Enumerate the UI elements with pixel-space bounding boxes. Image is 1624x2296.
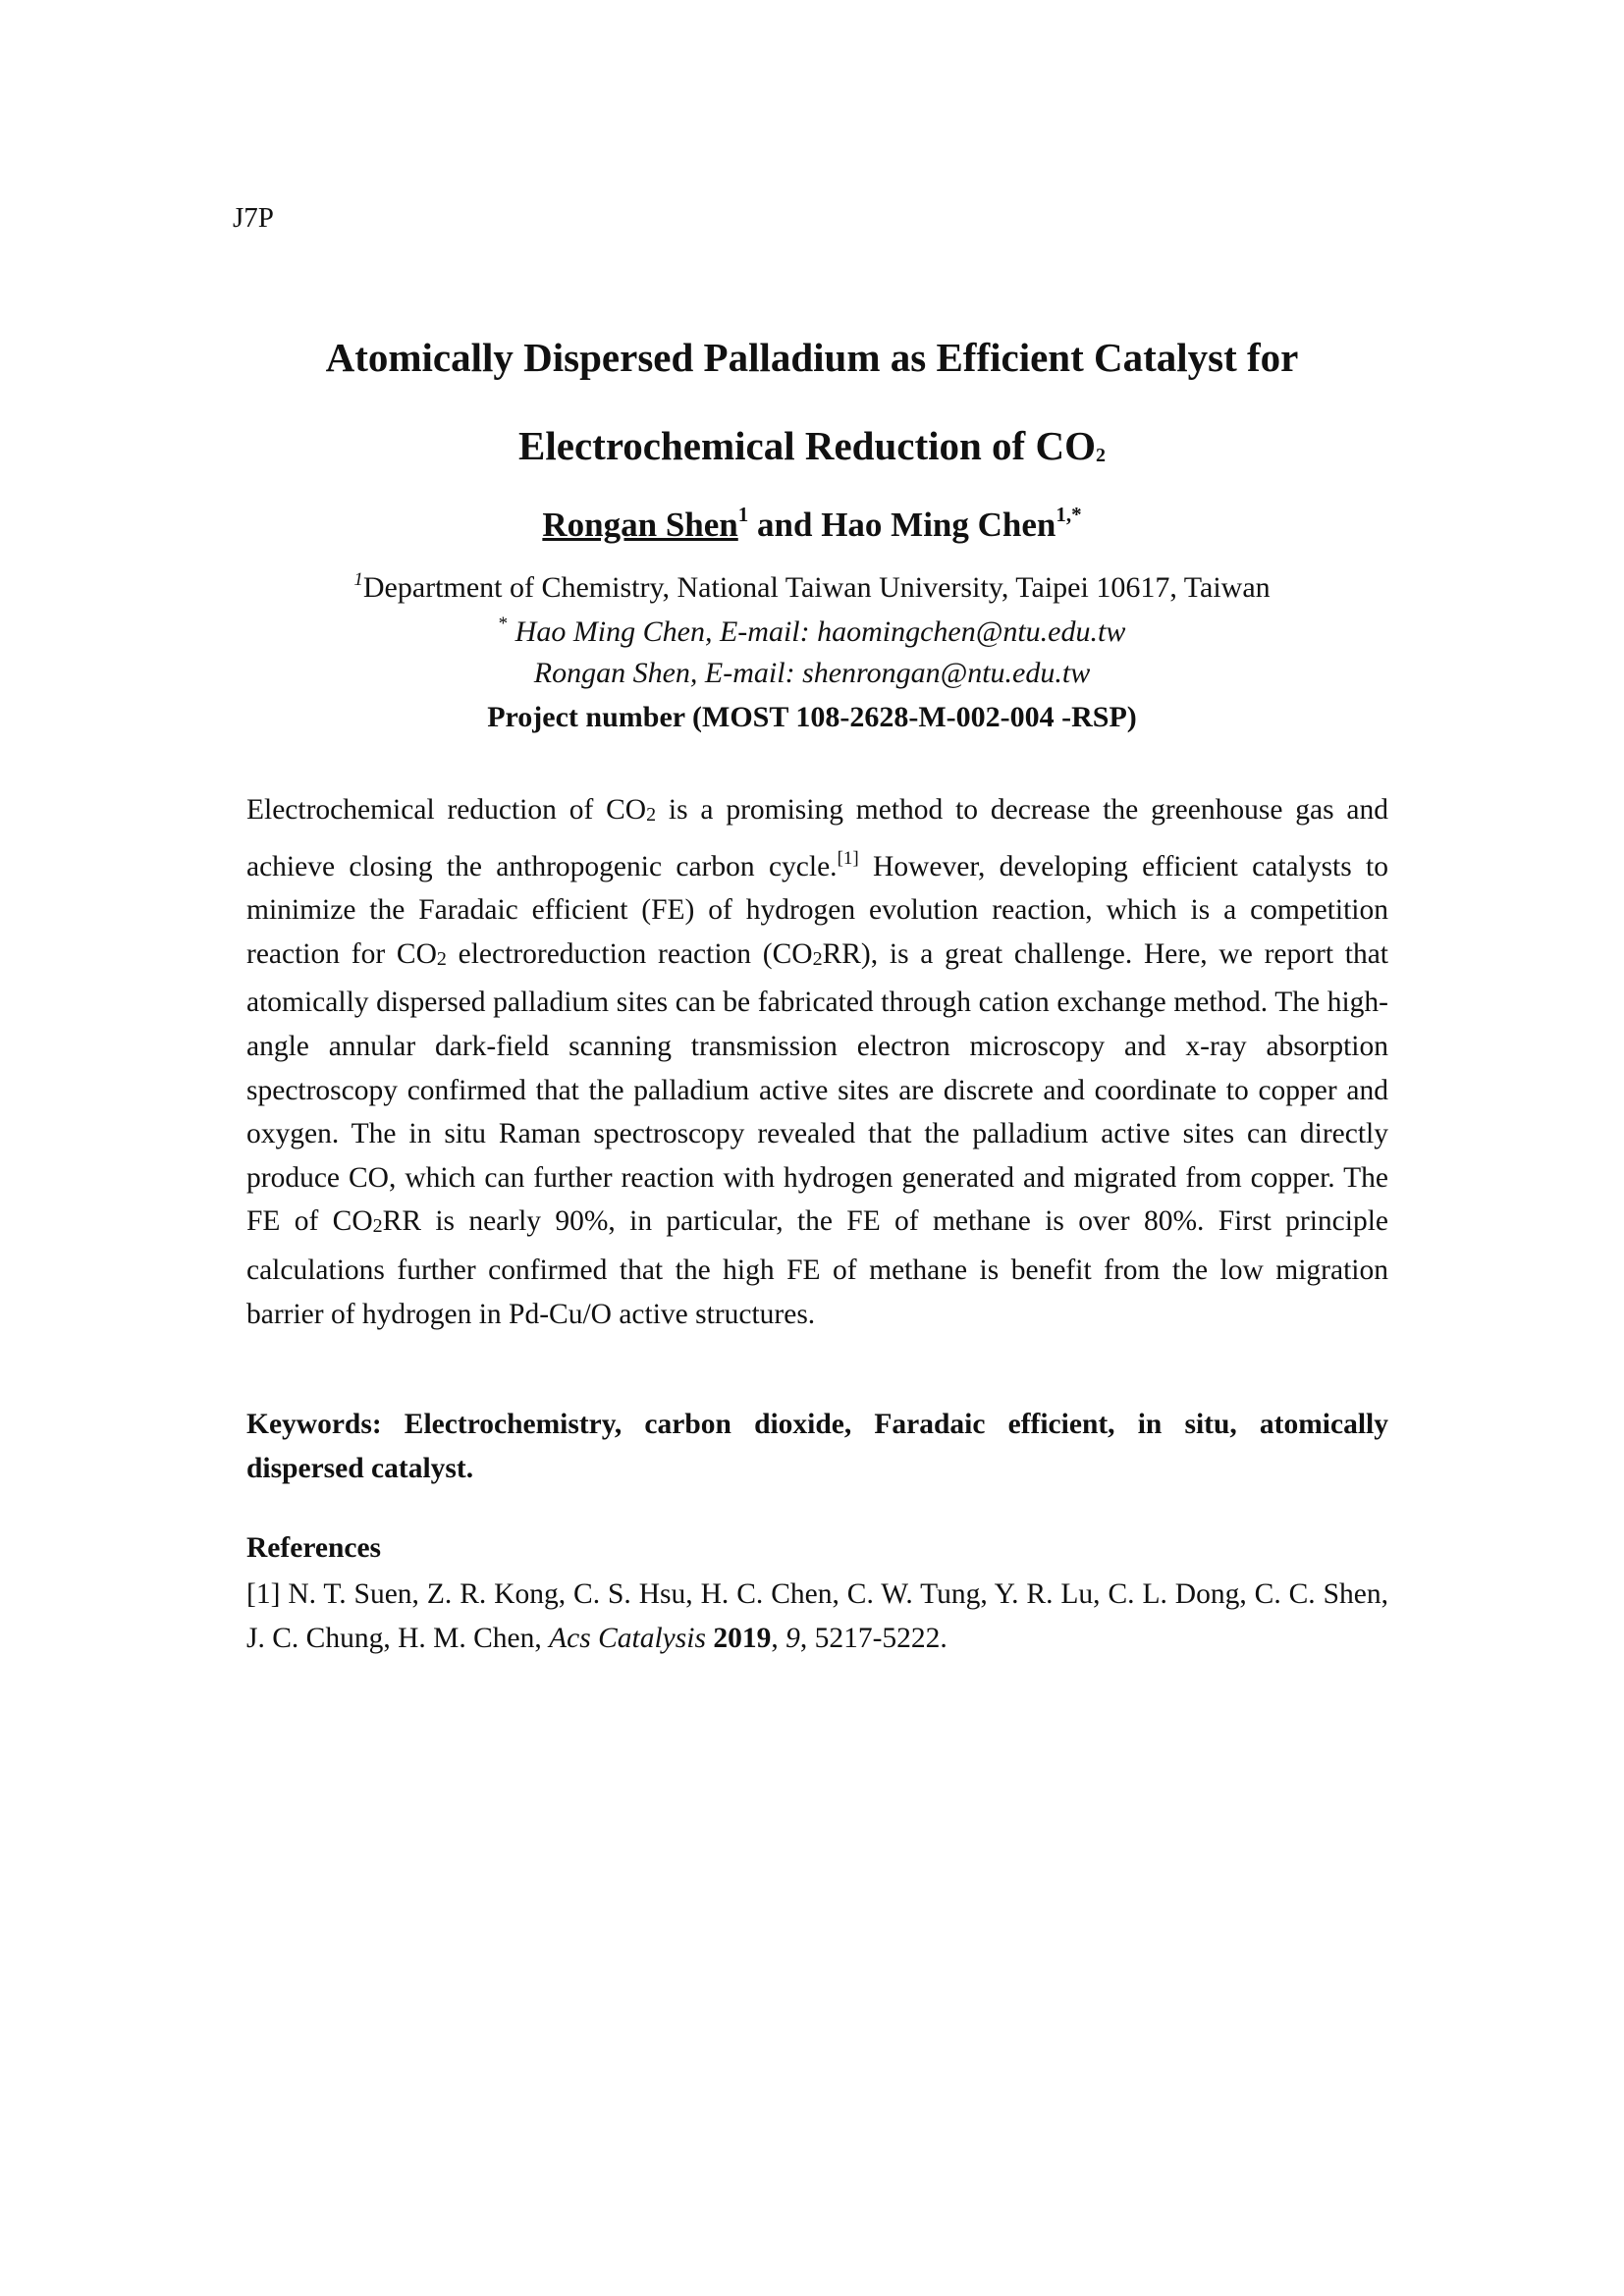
citation-marker: [1] bbox=[837, 847, 859, 869]
paper-title-line-2 bbox=[0, 422, 1624, 469]
project-number: Project number (MOST 108-2628-M-002-004 -RSP) bbox=[487, 701, 1137, 733]
abstract-part-1: Electrochemical reduction of CO bbox=[246, 794, 647, 826]
title-text: Electrochemical Reduction of CO bbox=[518, 423, 1096, 468]
references-heading: References bbox=[246, 1532, 382, 1564]
keywords: Keywords: Electrochemistry, carbon dioxide, Faradaic efficient, in situ, atomically dispersed catalyst. bbox=[246, 1409, 1388, 1484]
abstract-part-2: is a promising method to decrease the greenhouse gas and achieve closing the anthropogenic carbon cycle. bbox=[246, 794, 1389, 882]
ref-authors: [1] N. T. Suen, Z. R. Kong, C. S. Hsu, H. C. Chen, C. W. Tung, Y. R. Lu, C. L. Dong, C. C. Shen, J. C. Chung, H. M. Chen, bbox=[246, 1578, 1388, 1654]
abstract-part-5: RR), is a great challenge. Here, we report that atomically dispersed palladium sites can be fabricated through cation exchange method. The high-angle annular dark-field scanning transmission electron microscopy and x-ray absorption spectroscopy confirmed that the palladium active sites are discrete and coordinate to copper and oxygen. The in situ Raman spectroscopy revealed that the palladium active sites can directly produce CO, which can further reaction with hydrogen generated and migrated from copper. The FE of CO bbox=[246, 937, 1388, 1238]
co2-sub-4: 2 bbox=[372, 1215, 383, 1238]
author-first-sup: 1 bbox=[737, 503, 749, 526]
abstract-part-4: electroreduction reaction (CO bbox=[446, 937, 813, 970]
author-email: Rongan Shen, E-mail: shenrongan@ntu.edu.tw bbox=[533, 657, 1091, 689]
abstract bbox=[246, 788, 1388, 1336]
email-1-text: Hao Ming Chen, E-mail: haomingchen@ntu.edu.tw bbox=[508, 615, 1126, 648]
affiliation bbox=[0, 569, 1624, 605]
affiliation-marker: 1 bbox=[353, 569, 363, 590]
ref-journal: Acs Catalysis bbox=[549, 1622, 706, 1654]
reference-1: [1] N. T. Suen, Z. R. Kong, C. S. Hsu, H. C. Chen, C. W. Tung, Y. R. Lu, C. L. Dong, C. C. Shen, J. C. Chung, H. M. Chen, Acs Catalysis 2019, 9, 5217-5222. bbox=[246, 1578, 1388, 1654]
author-second-sup: 1,* bbox=[1056, 503, 1082, 526]
abstract-part-3: However, developing efficient catalysts to minimize the Faradaic efficient (FE) of hydrogen evolution reaction, which is a competition reaction for CO bbox=[246, 850, 1388, 970]
co2-sub-2: 2 bbox=[436, 947, 447, 970]
email-marker: * bbox=[498, 614, 509, 634]
ref-volume: 9 bbox=[785, 1622, 800, 1654]
author-first: Rongan Shen bbox=[542, 506, 738, 544]
paper-title-line-1: Atomically Dispersed Palladium as Efficient Catalyst for bbox=[325, 335, 1299, 380]
ref-year: 2019 bbox=[713, 1622, 772, 1654]
abstract-part-6: RR is nearly 90%, in particular, the FE of methane is over 80%. First principle calculations further confirmed that the high FE of methane is benefit from the low migration barrier of hydrogen in Pd-Cu/O active structures. bbox=[246, 1205, 1389, 1330]
corresponding-email bbox=[0, 614, 1624, 649]
author-list bbox=[0, 503, 1624, 545]
co2-sub-1: 2 bbox=[646, 804, 657, 826]
page-label: J7P bbox=[233, 202, 274, 234]
author-second: Hao Ming Chen bbox=[821, 506, 1056, 544]
affiliation-text: Department of Chemistry, National Taiwan University, Taipei 10617, Taiwan bbox=[362, 571, 1271, 604]
ref-pages: , 5217-5222. bbox=[799, 1622, 947, 1654]
author-connector: and bbox=[748, 506, 822, 544]
co2-sub-3: 2 bbox=[812, 947, 823, 970]
title-subscript: 2 bbox=[1095, 445, 1106, 466]
